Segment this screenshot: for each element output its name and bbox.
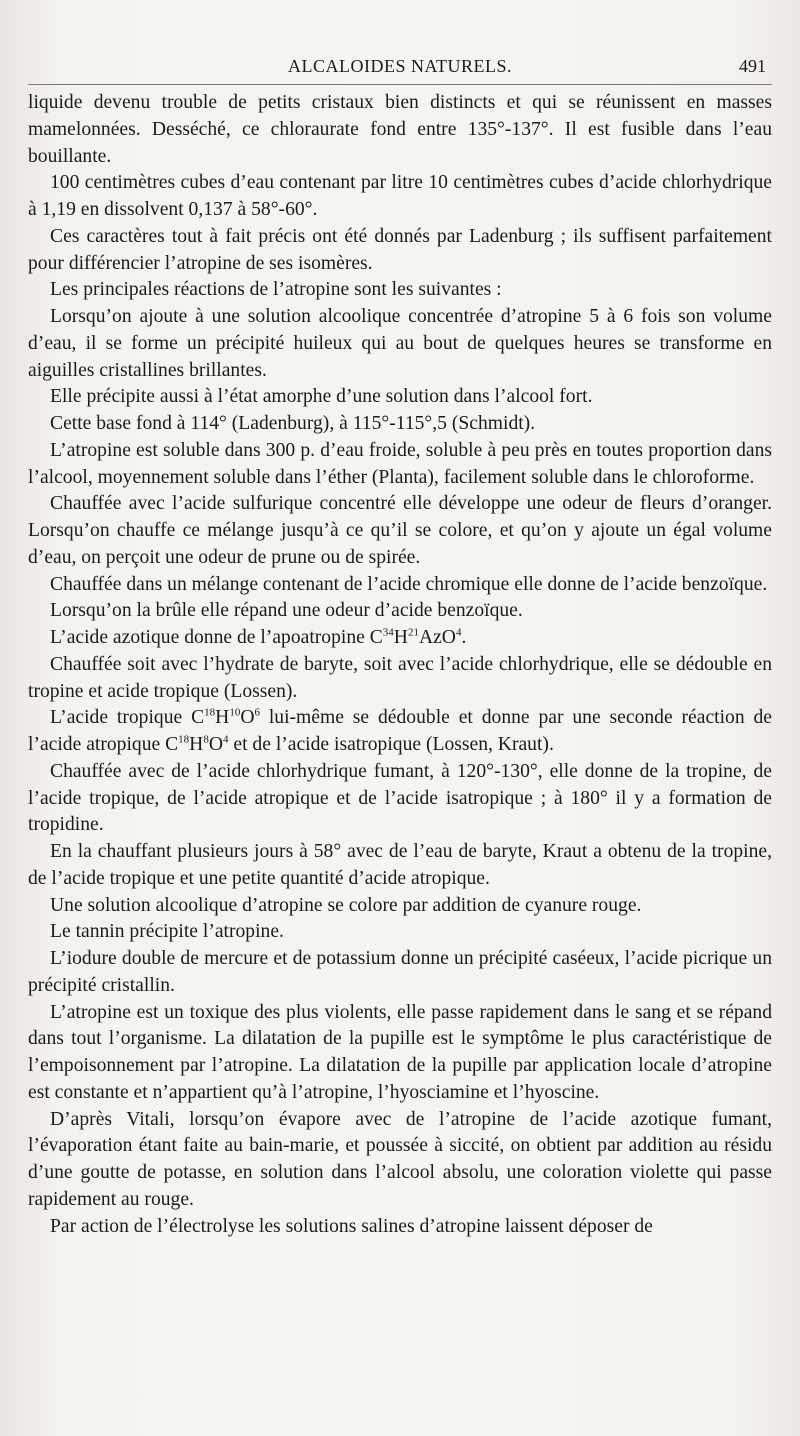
header-rule: [28, 84, 772, 85]
paragraph: Chauffée soit avec l’hydrate de baryte, soit avec l’acide chlorhydrique, elle se dédouble en tropine et acide tropique (Lossen).: [28, 653, 772, 702]
paragraph: En la chauffant plusieurs jours à 58° avec de l’eau de baryte, Kraut a obtenu de la tropine, de l’acide tropique et une petite quantité d’acide atropique.: [28, 841, 772, 889]
paragraph: Chauffée avec l’acide sulfurique concentré elle développe une odeur de fleurs d’oranger. Lorsqu’on chauffe ce mélange jusqu’à ce qu’il se colore, et qu’on y ajoute un égal volume d’eau, on perçoit une odeur de prune ou de spirée.: [28, 493, 772, 568]
paragraph: L’acide tropique $C^{18}H^{10}O^6$ lui-même se dédouble et donne par une seconde réaction de l’acide atropique $C^{18}H^8O^4$ et de l’acide isatropique (Lossen, Kraut).: [28, 706, 773, 755]
paragraph: Lorsqu’on la brûle elle répand une odeur d’acide benzoïque.: [50, 600, 523, 622]
running-head: ALCALOIDES NATURELS.: [288, 56, 512, 76]
paragraph: L’atropine est un toxique des plus violents, elle passe rapidement dans le sang et se répand dans tout l’organisme. La dilatation de la pupille est le symptôme le plus caractéristique de l’empoisonnement par l’atropine. La dilatation de la pupille par application locale d’atropine est constante et n’appartient qu’à l’atropine, l’hyosciamine et l’hyoscine.: [28, 1001, 772, 1103]
paragraph: 100 centimètres cubes d’eau contenant par litre 10 centimètres cubes d’acide chlorhydrique à 1,19 en dissolvent 0,137 à 58°-60°.: [28, 172, 772, 220]
paragraph: Le tannin précipite l’atropine.: [50, 921, 284, 943]
paragraph: D’après Vitali, lorsqu’on évapore avec de l’atropine de l’acide azotique fumant, l’évaporation étant faite au bain-marie, et poussée à siccité, on obtient par addition au résidu d’une goutte de potasse, en solution dans l’alcool absolu, une coloration violette qui passe rapidement au rouge.: [28, 1108, 772, 1210]
paragraph: Chauffée dans un mélange contenant de l’acide chromique elle donne de l’acide benzoïque.: [50, 573, 768, 595]
paragraph: Lorsqu’on ajoute à une solution alcoolique concentrée d’atropine 5 à 6 fois son volume d’eau, il se forme un précipité huileux qui au bout de quelques heures se transforme en aiguilles cristallines brillantes.: [28, 306, 772, 381]
page-header: [28, 54, 772, 90]
paragraph: liquide devenu trouble de petits cristaux bien distincts et qui se réunissent en masses mamelonnées. Desséché, ce chloraurate fond entre 135°-137°. Il est fusible dans l’eau bouillante.: [28, 92, 772, 167]
paragraph: Une solution alcoolique d’atropine se colore par addition de cyanure rouge.: [50, 894, 642, 916]
paragraph: Les principales réactions de l’atropine sont les suivantes :: [50, 279, 502, 301]
paragraph: Elle précipite aussi à l’état amorphe d’une solution dans l’alcool fort.: [50, 386, 593, 408]
paragraph: Par action de l’électrolyse les solutions salines d’atropine laissent déposer de: [50, 1215, 653, 1237]
paragraph: L’iodure double de mercure et de potassium donne un précipité caséeux, l’acide picrique un précipité cristallin.: [28, 948, 772, 996]
paragraph: Cette base fond à 114° (Ladenburg), à 115°-115°,5 (Schmidt).: [50, 413, 536, 434]
paragraph: L’atropine est soluble dans 300 p. d’eau froide, soluble à peu près en toutes proportion dans l’alcool, moyennement soluble dans l’éther (Planta), facilement soluble dans le chloroforme.: [28, 439, 772, 488]
paragraph: Ces caractères tout à fait précis ont été donnés par Ladenburg ; ils suffisent parfaitement pour différencier l’atropine de ses isomères.: [28, 225, 772, 274]
paragraph: Chauffée avec de l’acide chlorhydrique fumant, à 120°-130°, elle donne de la tropine, de l’acide tropique, de l’acide atropique et de l’acide isatropique ; à 180° il y a formation de tropidine.: [28, 760, 772, 836]
page-number: 491: [739, 56, 766, 76]
paragraph: L’acide azotique donne de l’apoatropine $C^{34}H^{21}AzO^4$.: [50, 626, 467, 648]
body-text: [28, 90, 772, 1240]
